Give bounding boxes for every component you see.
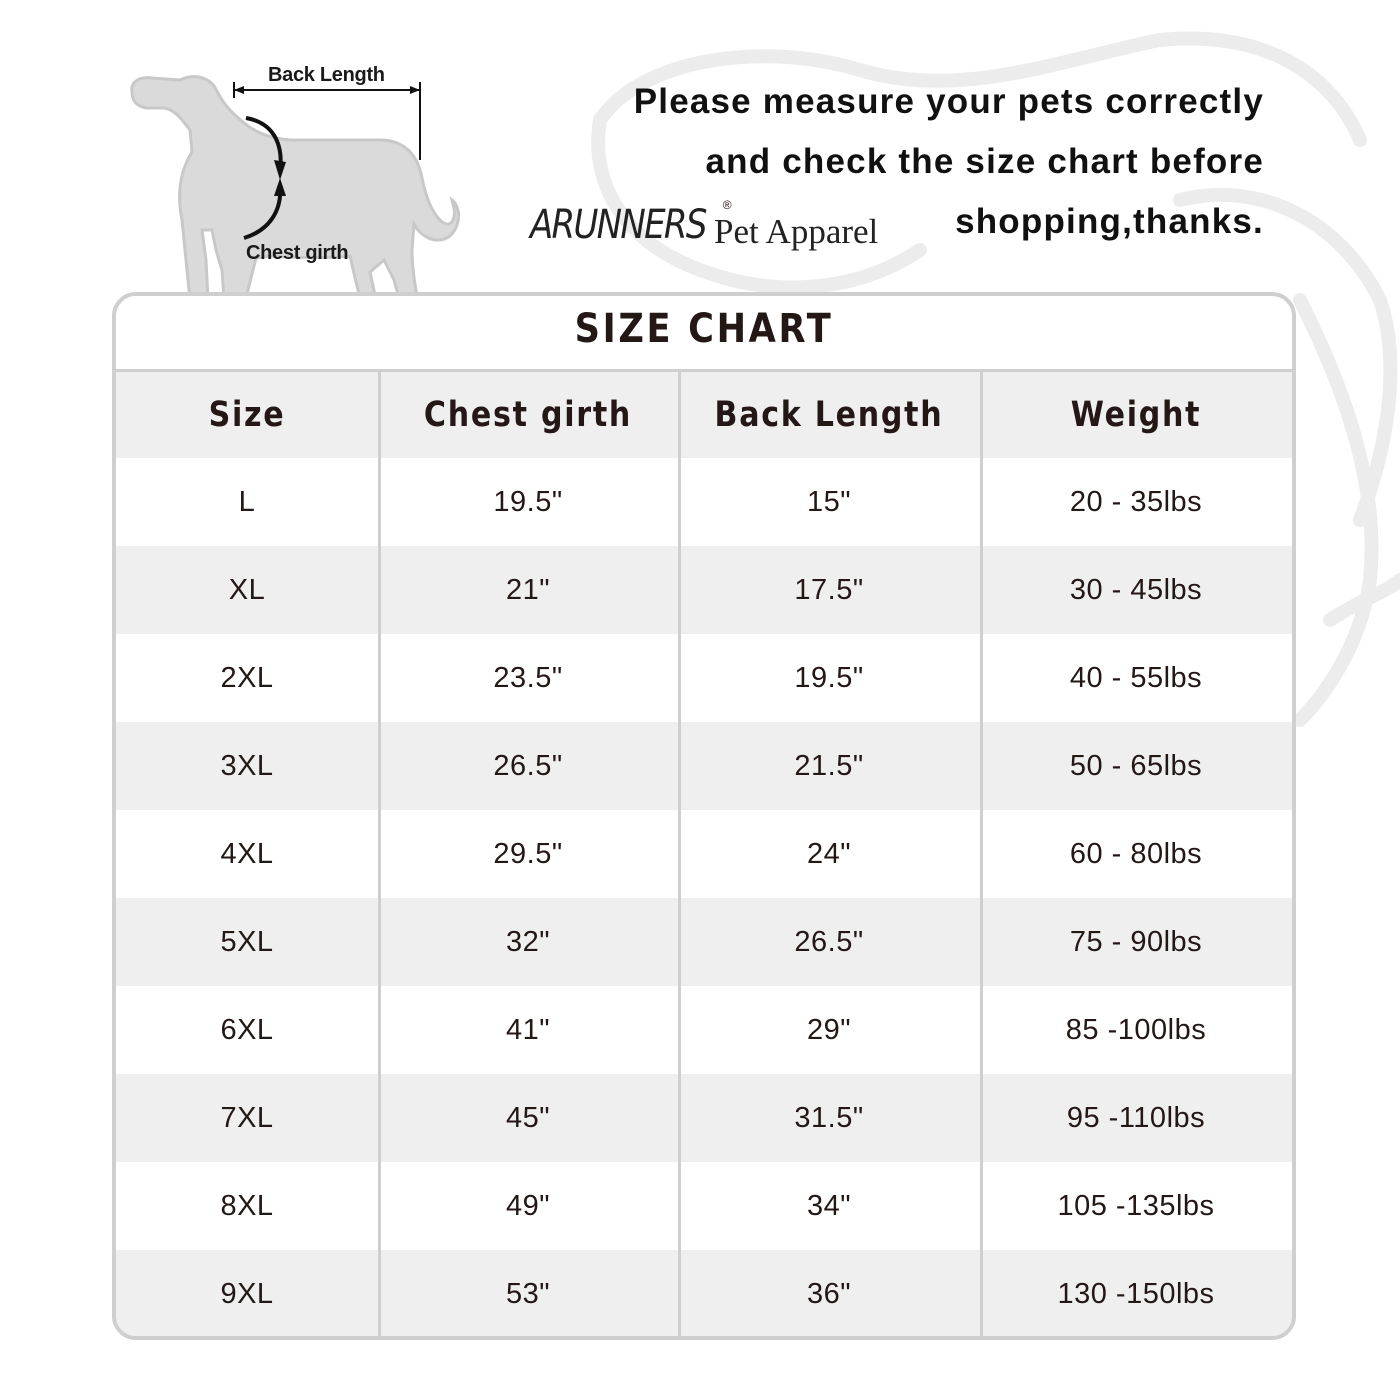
size-cell: 6XL — [220, 1013, 274, 1046]
back-length-cell: 34" — [806, 1189, 852, 1222]
size-cell: 2XL — [220, 661, 274, 694]
back-length-cell: 26.5" — [794, 925, 864, 958]
back-length-cell: 19.5" — [794, 661, 864, 694]
column-divider — [378, 372, 381, 1336]
chest-girth-cell: 32" — [505, 925, 551, 958]
brand-subtitle: Pet Apparel — [714, 212, 879, 251]
back-length-cell: 17.5" — [794, 573, 864, 606]
back-length-cell: 29" — [806, 1013, 852, 1046]
chest-girth-label: Chest girth — [246, 242, 349, 264]
table-row — [116, 1162, 1292, 1250]
back-length-cell: 15" — [806, 485, 852, 518]
weight-cell: 130 -150lbs — [1057, 1277, 1215, 1310]
column-header-weight: Weight — [1070, 395, 1202, 435]
back-length-cell: 24" — [806, 837, 852, 870]
notice-line-3: shopping,thanks. — [955, 202, 1264, 241]
size-chart-title: SIZE CHART — [574, 306, 834, 352]
size-cell: 3XL — [220, 749, 274, 782]
size-cell: L — [238, 485, 256, 518]
size-cell: 8XL — [220, 1189, 274, 1222]
weight-cell: 40 - 55lbs — [1069, 661, 1203, 694]
weight-cell: 50 - 65lbs — [1069, 749, 1203, 782]
chest-girth-cell: 49" — [505, 1189, 551, 1222]
column-divider — [678, 372, 681, 1336]
column-header-chest-girth: Chest girth — [423, 395, 633, 435]
chest-girth-cell: 21" — [505, 573, 551, 606]
size-cell: XL — [228, 573, 266, 606]
weight-cell: 30 - 45lbs — [1069, 573, 1203, 606]
brand-logo — [530, 198, 879, 251]
table-row — [116, 898, 1292, 986]
size-cell: 7XL — [220, 1101, 274, 1134]
weight-cell: 95 -110lbs — [1066, 1101, 1206, 1134]
weight-cell: 85 -100lbs — [1065, 1013, 1207, 1046]
back-length-cell: 31.5" — [794, 1101, 864, 1134]
chest-girth-cell: 41" — [505, 1013, 551, 1046]
size-cell: 4XL — [220, 837, 274, 870]
size-table — [116, 372, 1292, 1338]
chest-girth-cell: 53" — [505, 1277, 551, 1310]
column-header-back-length: Back Length — [714, 395, 944, 435]
table-header-row — [116, 372, 1292, 458]
notice-line-1: Please measure your pets correctly — [633, 82, 1264, 121]
weight-cell: 105 -135lbs — [1057, 1189, 1215, 1222]
brand-name: ARUNNERS — [530, 202, 706, 248]
table-row — [116, 722, 1292, 810]
weight-cell: 75 - 90lbs — [1069, 925, 1203, 958]
chest-girth-cell: 26.5" — [493, 749, 563, 782]
table-row — [116, 810, 1292, 898]
table-row — [116, 458, 1292, 546]
chest-girth-cell: 19.5" — [493, 485, 563, 518]
size-cell: 5XL — [220, 925, 274, 958]
table-row — [116, 1074, 1292, 1162]
size-chart-card — [112, 292, 1296, 1340]
weight-cell: 20 - 35lbs — [1069, 485, 1203, 518]
size-cell: 9XL — [220, 1277, 274, 1310]
chest-girth-cell: 29.5" — [493, 837, 563, 870]
column-header-size: Size — [208, 395, 286, 435]
notice-line-2: and check the size chart before — [705, 142, 1264, 181]
table-row — [116, 986, 1292, 1074]
chest-girth-cell: 45" — [505, 1101, 551, 1134]
table-row — [116, 546, 1292, 634]
table-row — [116, 1250, 1292, 1338]
chest-girth-cell: 23.5" — [493, 661, 563, 694]
back-length-cell: 36" — [806, 1277, 852, 1310]
weight-cell: 60 - 80lbs — [1069, 837, 1203, 870]
column-divider — [980, 372, 983, 1336]
registered-mark: ® — [722, 198, 732, 212]
table-row — [116, 634, 1292, 722]
back-length-cell: 21.5" — [794, 749, 864, 782]
back-length-label: Back Length — [268, 64, 385, 86]
